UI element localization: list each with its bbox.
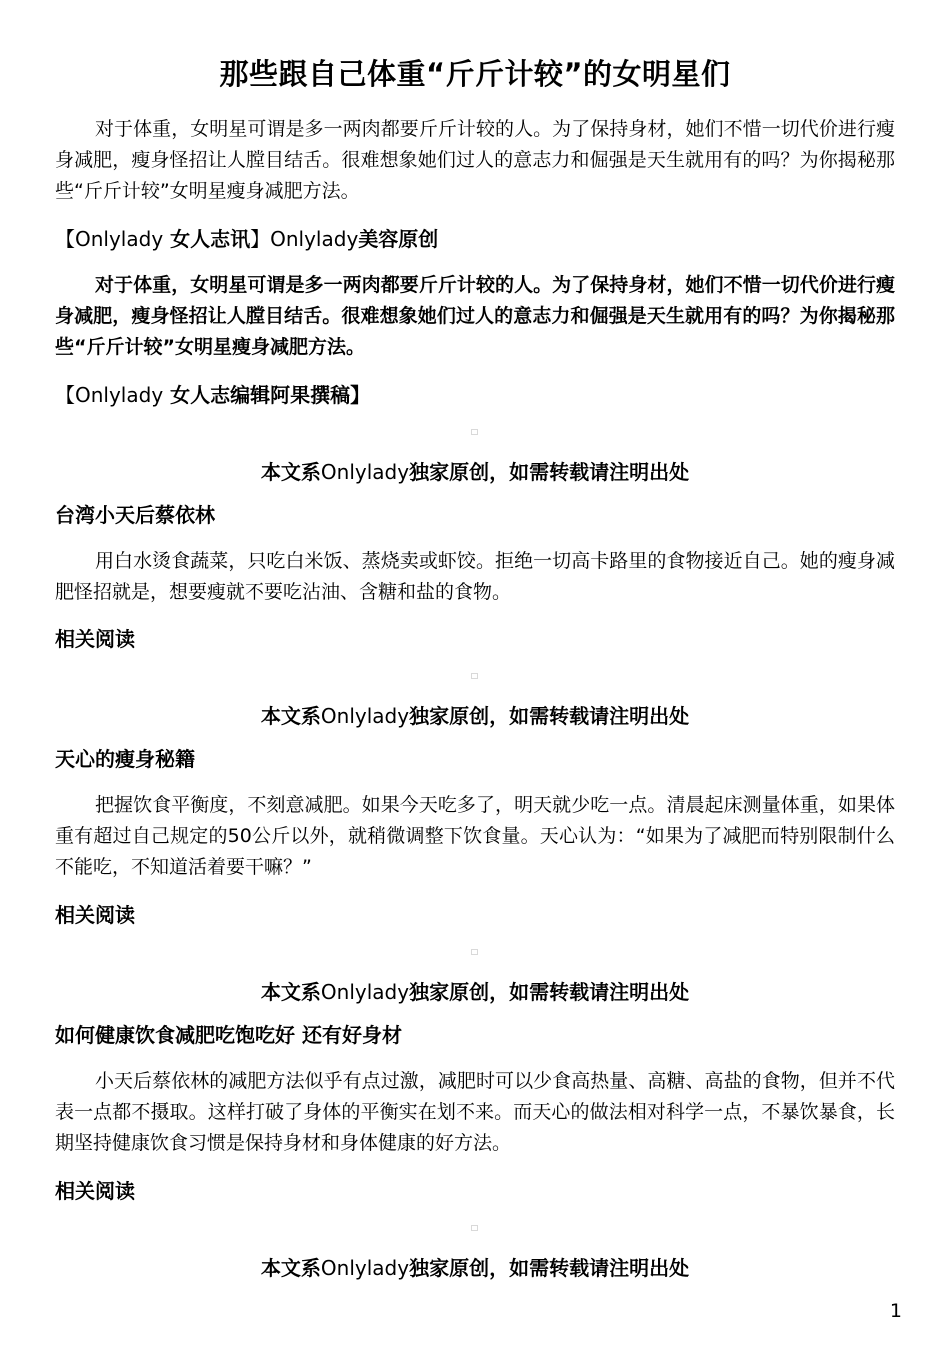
source-label-brand2: Onlylady: [270, 227, 359, 251]
notice-brand: Onlylady: [320, 460, 410, 484]
image-placeholder: [471, 429, 478, 435]
intro-paragraph: 对于体重，女明星可谓是多一两肉都要斤斤计较的人。为了保持身材，她们不惜一切代价进行瘦身减肥，瘦身怪招让人膛目结舌。很难想象她们过人的意志力和倔强是天生就用有的吗？为你揭秘那些“斤斤计较”女明星瘦身减肥方法。: [55, 118, 895, 202]
notice-suffix: 独家原创，如需转载请注明出处: [409, 704, 690, 728]
notice-suffix: 独家原创，如需转载请注明出处: [409, 980, 690, 1004]
author-label-brand: Onlylady: [75, 383, 164, 407]
source-label-open: 【: [55, 227, 75, 251]
section-heading: 天心的瘦身秘籍: [55, 747, 195, 771]
notice-prefix: 本文系: [260, 980, 321, 1004]
image-placeholder: [471, 949, 478, 955]
source-label: [55, 224, 895, 254]
related-reading-link[interactable]: 相关阅读: [55, 627, 135, 651]
notice-suffix: 独家原创，如需转载请注明出处: [409, 1256, 690, 1280]
notice-suffix: 独家原创，如需转载请注明出处: [409, 460, 690, 484]
section-body: 小天后蔡依林的减肥方法似乎有点过激，减肥时可以少食高热量、高糖、高盐的食物，但并不代表一点都不摄取。这样打破了身体的平衡实在划不来。而天心的做法相对科学一点，不暴饮暴食，长期坚持健康饮食习惯是保持身材和身体健康的好方法。: [55, 1070, 895, 1154]
section-heading: 如何健康饮食减肥吃饱吃好 还有好身材: [55, 1023, 402, 1047]
notice-brand: Onlylady: [320, 704, 410, 728]
related-reading-link[interactable]: 相关阅读: [55, 1179, 135, 1203]
copyright-notice: [0, 977, 950, 1007]
copyright-notice: [0, 457, 950, 487]
related-reading-link[interactable]: 相关阅读: [55, 903, 135, 927]
author-label-open: 【: [55, 383, 75, 407]
notice-prefix: 本文系: [260, 704, 321, 728]
page-number: 1: [889, 1300, 902, 1322]
document-title: 那些跟自己体重“斤斤计较”的女明星们: [219, 57, 731, 91]
section-body: 把握饮食平衡度，不刻意减肥。如果今天吃多了，明天就少吃一点。清晨起床测量体重，如果体重有超过自己规定的50公斤以外，就稍微调整下饮食量。天心认为：“如果为了减肥而特别限制什么不能吃，不知道活着要干嘛？”: [55, 794, 895, 878]
section-heading: 台湾小天后蔡依林: [55, 503, 215, 527]
section-body: 用白水烫食蔬菜，只吃白米饭、蒸烧卖或虾饺。拒绝一切高卡路里的食物接近自己。她的瘦身减肥怪招就是，想要瘦就不要吃沾油、含糖和盐的食物。: [55, 550, 895, 603]
image-placeholder: [471, 673, 478, 679]
source-label-brand: Onlylady: [75, 227, 164, 251]
source-label-close: 】: [250, 227, 271, 251]
intro-bold-paragraph: 对于体重，女明星可谓是多一两肉都要斤斤计较的人。为了保持身材，她们不惜一切代价进行瘦身减肥，瘦身怪招让人膛目结舌。很难想象她们过人的意志力和倔强是天生就用有的吗？为你揭秘那些“斤斤计较”女明星瘦身减肥方法。: [55, 274, 895, 358]
source-label-suffix: 美容原创: [358, 227, 439, 251]
copyright-notice: [0, 701, 950, 731]
notice-prefix: 本文系: [260, 460, 321, 484]
notice-brand: Onlylady: [320, 1256, 410, 1280]
image-placeholder: [471, 1225, 478, 1231]
notice-prefix: 本文系: [260, 1256, 321, 1280]
copyright-notice: [0, 1253, 950, 1283]
author-label-bold: 女人志编辑阿果撰稿】: [163, 383, 371, 407]
source-label-bold: 女人志讯: [163, 227, 251, 251]
notice-brand: Onlylady: [320, 980, 410, 1004]
author-label: [55, 380, 895, 410]
